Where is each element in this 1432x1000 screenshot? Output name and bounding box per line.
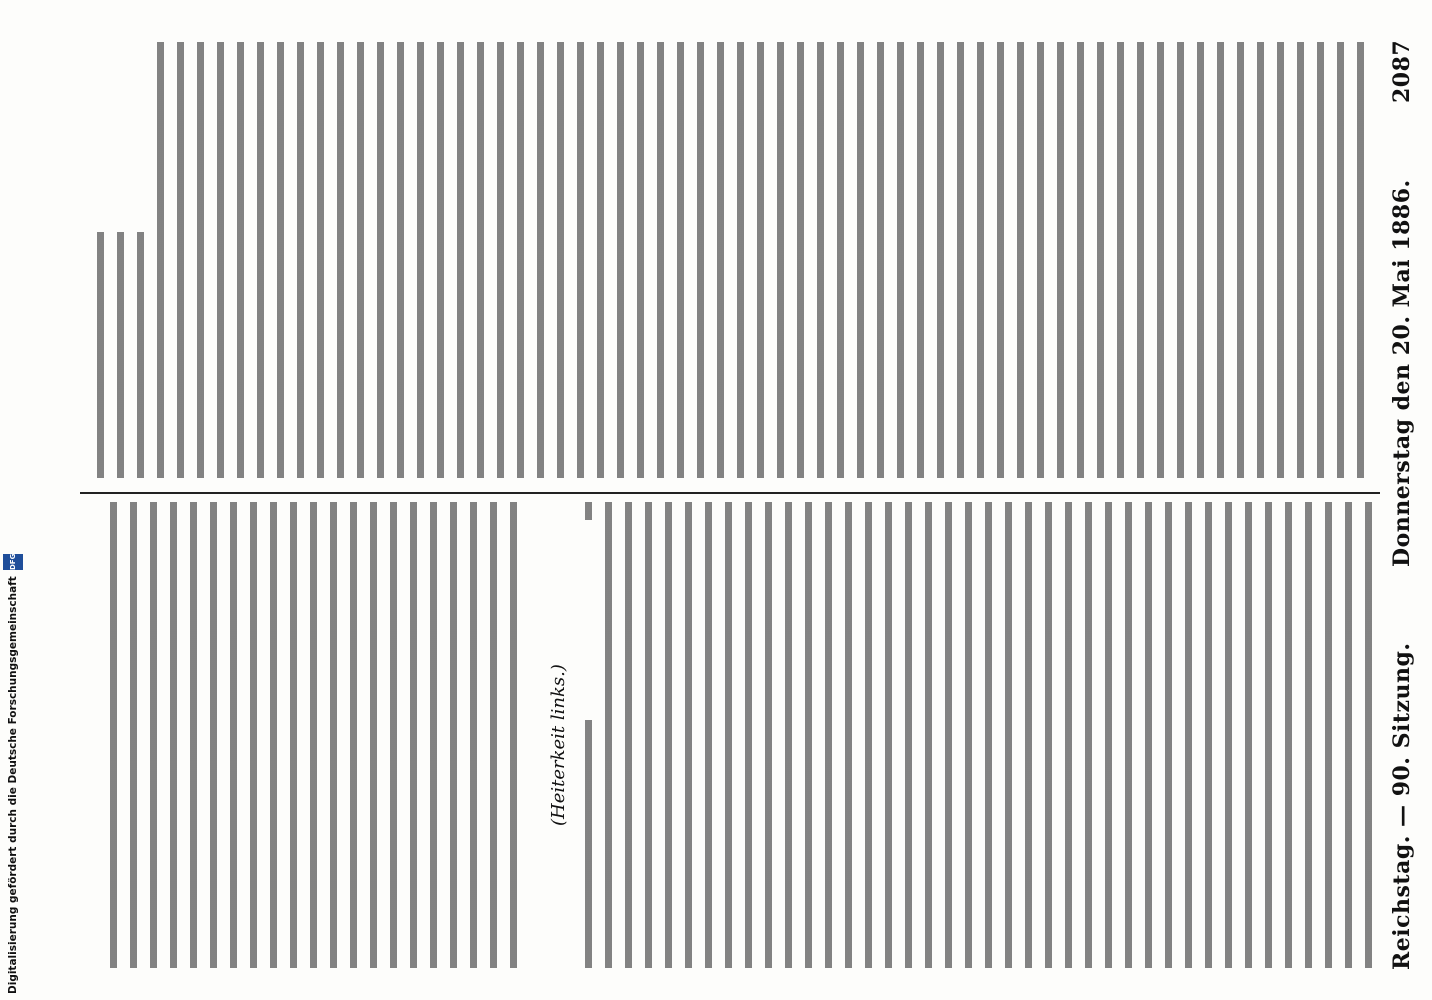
text-column-lower-continued bbox=[105, 502, 530, 968]
dfg-logo: DFG bbox=[3, 554, 23, 570]
credit-text: Digitalisierung gefördert durch die Deutsche Forschungsgemeinschaft bbox=[7, 576, 19, 994]
running-header bbox=[1386, 40, 1418, 970]
paragraph-gap bbox=[92, 42, 152, 232]
text-column-upper bbox=[92, 42, 1374, 478]
page-number: 2087 bbox=[1389, 40, 1415, 104]
paragraph-gap bbox=[580, 520, 592, 720]
column-divider bbox=[80, 492, 1380, 494]
header-left: Reichstag. — 90. Sitzung. bbox=[1389, 642, 1415, 970]
digitization-credit bbox=[4, 553, 22, 994]
header-date: Donnerstag den 20. Mai 1886. bbox=[1389, 179, 1415, 567]
text-column-lower bbox=[580, 502, 1374, 968]
interjection-heiterkeit: (Heiterkeit links.) bbox=[548, 664, 569, 826]
